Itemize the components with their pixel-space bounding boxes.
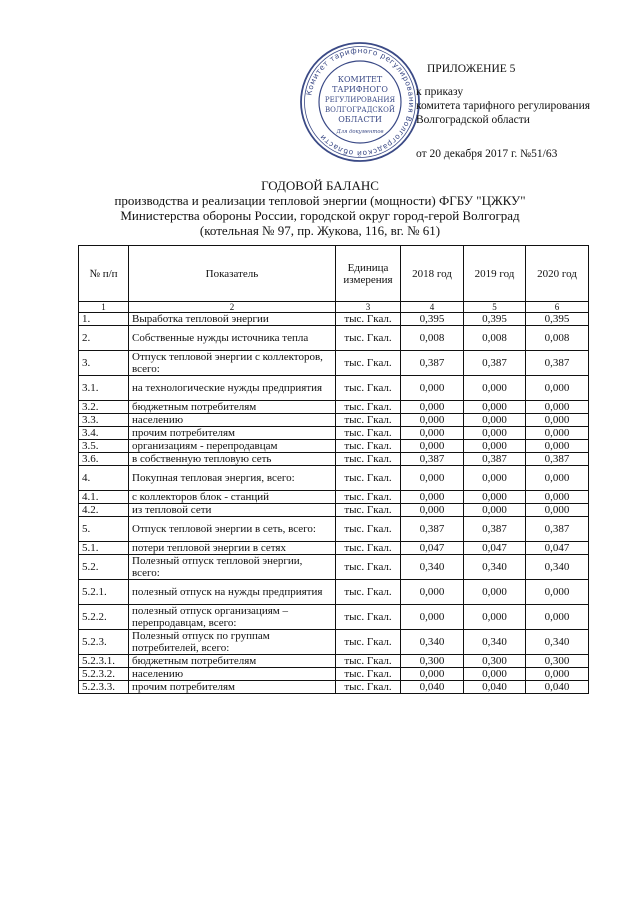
row-value-2018: 0,300 (401, 655, 464, 668)
seal-line-1: КОМИТЕТ (337, 75, 383, 84)
row-indicator: организациям - перепродавцам (129, 440, 336, 453)
column-number: 1 (79, 302, 129, 313)
title-line-2: производства и реализации тепловой энергии (мощности) ФГБУ "ЦЖКУ" (114, 193, 526, 208)
row-value-2018: 0,387 (401, 517, 464, 542)
row-value-2018: 0,000 (401, 401, 464, 414)
row-value-2019: 0,300 (464, 655, 526, 668)
row-number: 3.6. (79, 453, 129, 466)
row-value-2020: 0,000 (526, 580, 589, 605)
row-value-2018: 0,387 (401, 453, 464, 466)
row-value-2018: 0,000 (401, 427, 464, 440)
row-value-2019: 0,000 (464, 376, 526, 401)
row-value-2020: 0,300 (526, 655, 589, 668)
row-unit: тыс. Гкал. (336, 542, 401, 555)
row-number: 5.2.3. (79, 630, 129, 655)
column-number: 3 (336, 302, 401, 313)
row-value-2018: 0,000 (401, 580, 464, 605)
row-value-2018: 0,395 (401, 313, 464, 326)
row-unit: тыс. Гкал. (336, 313, 401, 326)
row-value-2018: 0,000 (401, 605, 464, 630)
row-unit: тыс. Гкал. (336, 326, 401, 351)
row-number: 3.2. (79, 401, 129, 414)
row-number: 3.4. (79, 427, 129, 440)
row-unit: тыс. Гкал. (336, 414, 401, 427)
row-value-2019: 0,340 (464, 630, 526, 655)
row-value-2019: 0,395 (464, 313, 526, 326)
table-row (79, 414, 589, 427)
table-row (79, 351, 589, 376)
row-value-2020: 0,047 (526, 542, 589, 555)
row-indicator: из тепловой сети (129, 504, 336, 517)
seal-footer: Для документов (336, 129, 384, 135)
row-value-2018: 0,340 (401, 630, 464, 655)
row-value-2019: 0,000 (464, 427, 526, 440)
row-value-2018: 0,047 (401, 542, 464, 555)
row-value-2019: 0,000 (464, 605, 526, 630)
table-row (79, 681, 589, 694)
table-row (79, 440, 589, 453)
table-row (79, 605, 589, 630)
row-indicator: прочим потребителям (129, 681, 336, 694)
row-unit: тыс. Гкал. (336, 453, 401, 466)
row-unit: тыс. Гкал. (336, 655, 401, 668)
table-row (79, 555, 589, 580)
title-line-3: Министерства обороны России, городской округ город-герой Волгоград (120, 208, 520, 223)
row-value-2020: 0,000 (526, 376, 589, 401)
appendix-line-3: Волгоградской области (416, 114, 530, 126)
row-number: 5.2.2. (79, 605, 129, 630)
row-number: 4. (79, 466, 129, 491)
row-value-2018: 0,000 (401, 440, 464, 453)
table-row (79, 313, 589, 326)
table-row (79, 542, 589, 555)
row-indicator: населению (129, 668, 336, 681)
row-unit: тыс. Гкал. (336, 440, 401, 453)
table-row (79, 580, 589, 605)
row-value-2018: 0,000 (401, 491, 464, 504)
row-unit: тыс. Гкал. (336, 630, 401, 655)
row-number: 3. (79, 351, 129, 376)
seal-line-3: РЕГУЛИРОВАНИЯ (324, 96, 396, 104)
row-value-2018: 0,000 (401, 668, 464, 681)
title-line-1: ГОДОВОЙ БАЛАНС (261, 178, 379, 193)
column-number-row (79, 302, 589, 313)
row-unit: тыс. Гкал. (336, 517, 401, 542)
row-value-2020: 0,395 (526, 313, 589, 326)
column-number: 6 (526, 302, 589, 313)
title-line-4: (котельная № 97, пр. Жукова, 116, вг. № 61) (199, 223, 441, 238)
row-value-2018: 0,387 (401, 351, 464, 376)
table-row (79, 491, 589, 504)
document-title (0, 178, 640, 238)
row-number: 3.5. (79, 440, 129, 453)
seal-ring-text: Комитет тарифного регулирования Волгоградской области (304, 45, 417, 159)
row-indicator: бюджетным потребителям (129, 401, 336, 414)
row-value-2020: 0,340 (526, 630, 589, 655)
row-indicator: Покупная тепловая энергия, всего: (129, 466, 336, 491)
row-value-2019: 0,000 (464, 504, 526, 517)
row-value-2020: 0,387 (526, 453, 589, 466)
row-number: 5.2.3.3. (79, 681, 129, 694)
row-unit: тыс. Гкал. (336, 491, 401, 504)
column-number: 2 (129, 302, 336, 313)
header-unit: Единица измерения (336, 246, 401, 302)
row-unit: тыс. Гкал. (336, 605, 401, 630)
row-value-2020: 0,000 (526, 414, 589, 427)
row-value-2020: 0,008 (526, 326, 589, 351)
row-indicator: Полезный отпуск тепловой энергии, всего: (129, 555, 336, 580)
row-indicator: прочим потребителям (129, 427, 336, 440)
row-indicator: потери тепловой энергии в сетях (129, 542, 336, 555)
row-indicator: Полезный отпуск по группам потребителей, всего: (129, 630, 336, 655)
row-indicator: населению (129, 414, 336, 427)
table-row (79, 517, 589, 542)
row-indicator: в собственную тепловую сеть (129, 453, 336, 466)
row-number: 5.1. (79, 542, 129, 555)
column-number: 5 (464, 302, 526, 313)
row-unit: тыс. Гкал. (336, 466, 401, 491)
row-indicator: полезный отпуск организациям – перепродавцам, всего: (129, 605, 336, 630)
header-2018: 2018 год (401, 246, 464, 302)
official-seal (298, 40, 422, 164)
row-value-2019: 0,000 (464, 491, 526, 504)
row-number: 5. (79, 517, 129, 542)
row-value-2019: 0,000 (464, 466, 526, 491)
balance-table (78, 245, 589, 694)
row-indicator: с коллекторов блок - станций (129, 491, 336, 504)
header-num: № п/п (79, 246, 129, 302)
row-value-2019: 0,340 (464, 555, 526, 580)
row-unit: тыс. Гкал. (336, 351, 401, 376)
row-value-2019: 0,000 (464, 440, 526, 453)
row-indicator: Собственные нужды источника тепла (129, 326, 336, 351)
table-row (79, 427, 589, 440)
table-row (79, 376, 589, 401)
table-row (79, 326, 589, 351)
row-number: 4.2. (79, 504, 129, 517)
row-value-2020: 0,000 (526, 427, 589, 440)
row-indicator: Отпуск тепловой энергии с коллекторов, всего: (129, 351, 336, 376)
appendix-line-1: к приказу (416, 86, 464, 98)
row-value-2019: 0,008 (464, 326, 526, 351)
row-value-2018: 0,000 (401, 504, 464, 517)
row-value-2019: 0,387 (464, 351, 526, 376)
row-number: 3.1. (79, 376, 129, 401)
row-unit: тыс. Гкал. (336, 376, 401, 401)
column-number: 4 (401, 302, 464, 313)
row-value-2020: 0,340 (526, 555, 589, 580)
row-number: 5.2.3.1. (79, 655, 129, 668)
row-value-2018: 0,040 (401, 681, 464, 694)
row-value-2018: 0,000 (401, 414, 464, 427)
header-indicator: Показатель (129, 246, 336, 302)
row-number: 1. (79, 313, 129, 326)
appendix-line-4: от 20 декабря 2017 г. №51/63 (416, 148, 558, 160)
row-number: 3.3. (79, 414, 129, 427)
table-row (79, 668, 589, 681)
row-value-2020: 0,000 (526, 440, 589, 453)
row-value-2018: 0,008 (401, 326, 464, 351)
row-value-2020: 0,387 (526, 351, 589, 376)
row-value-2018: 0,000 (401, 466, 464, 491)
row-unit: тыс. Гкал. (336, 668, 401, 681)
row-unit: тыс. Гкал. (336, 681, 401, 694)
row-value-2019: 0,000 (464, 580, 526, 605)
row-value-2020: 0,000 (526, 668, 589, 681)
seal-line-2: ТАРИФНОГО (332, 85, 388, 94)
row-unit: тыс. Гкал. (336, 401, 401, 414)
table-row (79, 466, 589, 491)
row-value-2019: 0,047 (464, 542, 526, 555)
row-number: 5.2.1. (79, 580, 129, 605)
row-indicator: Отпуск тепловой энергии в сеть, всего: (129, 517, 336, 542)
table-row (79, 504, 589, 517)
header-2020: 2020 год (526, 246, 589, 302)
table-header-row (79, 246, 589, 302)
row-indicator: Выработка тепловой энергии (129, 313, 336, 326)
row-value-2020: 0,000 (526, 504, 589, 517)
row-value-2020: 0,000 (526, 491, 589, 504)
row-indicator: на технологические нужды предприятия (129, 376, 336, 401)
row-unit: тыс. Гкал. (336, 427, 401, 440)
row-indicator: полезный отпуск на нужды предприятия (129, 580, 336, 605)
seal-line-4: ВОЛГОГРАДСКОЙ (324, 106, 396, 114)
row-unit: тыс. Гкал. (336, 555, 401, 580)
row-value-2020: 0,000 (526, 401, 589, 414)
table-row (79, 630, 589, 655)
row-unit: тыс. Гкал. (336, 580, 401, 605)
row-value-2018: 0,340 (401, 555, 464, 580)
header-2019: 2019 год (464, 246, 526, 302)
row-value-2018: 0,000 (401, 376, 464, 401)
table-row (79, 655, 589, 668)
row-value-2020: 0,000 (526, 605, 589, 630)
row-value-2019: 0,387 (464, 517, 526, 542)
appendix-block (416, 62, 590, 161)
row-value-2019: 0,000 (464, 668, 526, 681)
row-value-2019: 0,387 (464, 453, 526, 466)
row-value-2020: 0,387 (526, 517, 589, 542)
row-number: 2. (79, 326, 129, 351)
seal-line-5: ОБЛАСТИ (338, 115, 382, 124)
row-value-2019: 0,000 (464, 414, 526, 427)
row-unit: тыс. Гкал. (336, 504, 401, 517)
row-value-2019: 0,040 (464, 681, 526, 694)
row-number: 5.2.3.2. (79, 668, 129, 681)
row-value-2020: 0,000 (526, 466, 589, 491)
row-value-2020: 0,040 (526, 681, 589, 694)
row-number: 4.1. (79, 491, 129, 504)
table-row (79, 401, 589, 414)
row-value-2019: 0,000 (464, 401, 526, 414)
row-number: 5.2. (79, 555, 129, 580)
appendix-title: ПРИЛОЖЕНИЕ 5 (427, 63, 516, 75)
table-row (79, 453, 589, 466)
appendix-line-2: комитета тарифного регулирования (416, 100, 591, 112)
row-indicator: бюджетным потребителям (129, 655, 336, 668)
